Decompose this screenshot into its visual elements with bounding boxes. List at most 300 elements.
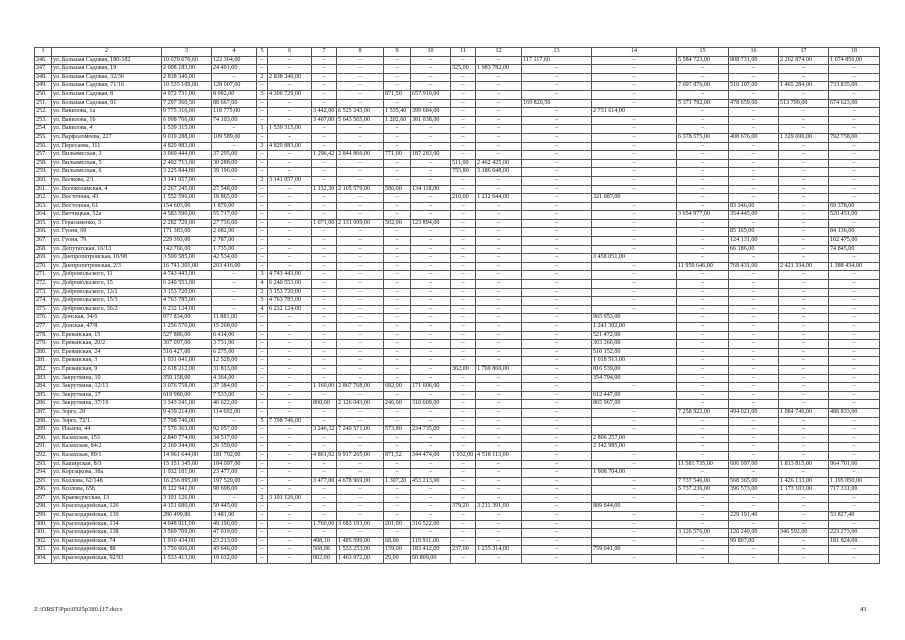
value-cell: –: [212, 271, 257, 280]
value-cell: –: [451, 469, 476, 478]
row-number-cell: 304.: [35, 555, 52, 564]
value-cell: 4 048 911,00: [162, 520, 212, 529]
value-cell: 511,00: [451, 159, 476, 168]
value-cell: 3 069 444,00: [162, 151, 212, 160]
value-cell: –: [312, 486, 337, 495]
value-cell: 902,00: [312, 555, 337, 564]
row-number-cell: 279.: [35, 340, 52, 349]
value-cell: –: [451, 426, 476, 435]
value-cell: 755,80: [451, 168, 476, 177]
address-cell: ул. Закруткина, 17: [52, 391, 162, 400]
value-cell: –: [257, 237, 268, 246]
value-cell: –: [729, 288, 779, 297]
value-cell: –: [677, 434, 729, 443]
value-cell: 871,52: [384, 451, 411, 460]
footer-file-path: Z:\ORST\Ppo\0525p380.f17.docx: [34, 606, 123, 613]
value-cell: –: [257, 228, 268, 237]
table-row: [35, 408, 880, 417]
value-cell: 3 442,00: [312, 108, 337, 117]
address-cell: ул. Закруткина, 10: [52, 374, 162, 383]
value-cell: –: [779, 434, 829, 443]
value-cell: –: [337, 503, 384, 512]
value-cell: –: [411, 494, 451, 503]
value-cell: –: [522, 503, 592, 512]
row-number-cell: 258.: [35, 159, 52, 168]
row-number-cell: 269.: [35, 254, 52, 263]
row-number-cell: 300.: [35, 520, 52, 529]
address-cell: ул. Добровольского, 15: [52, 280, 162, 289]
value-cell: –: [268, 434, 312, 443]
row-number-cell: 271.: [35, 271, 52, 280]
value-cell: –: [411, 176, 451, 185]
row-number-cell: 282.: [35, 365, 52, 374]
value-cell: –: [729, 555, 779, 564]
table-row: [35, 219, 880, 228]
value-cell: –: [522, 520, 592, 529]
value-cell: –: [257, 383, 268, 392]
value-cell: –: [476, 228, 522, 237]
value-cell: 4 829 883,00: [162, 142, 212, 151]
value-cell: –: [522, 546, 592, 555]
value-cell: –: [257, 357, 268, 366]
value-cell: 1 018 513,00: [592, 357, 677, 366]
value-cell: 619 980,00: [162, 391, 212, 400]
value-cell: –: [384, 434, 411, 443]
value-cell: 159,00: [384, 546, 411, 555]
value-cell: –: [522, 391, 592, 400]
value-cell: –: [592, 125, 677, 134]
value-cell: –: [522, 245, 592, 254]
value-cell: –: [592, 383, 677, 392]
value-cell: –: [522, 151, 592, 160]
value-cell: –: [337, 90, 384, 99]
value-cell: –: [729, 314, 779, 323]
value-cell: –: [829, 219, 880, 228]
value-cell: –: [829, 520, 880, 529]
value-cell: –: [337, 254, 384, 263]
value-cell: –: [337, 374, 384, 383]
value-cell: –: [257, 323, 268, 332]
value-cell: –: [829, 159, 880, 168]
value-cell: 478 659,00: [729, 99, 779, 108]
value-cell: 1 465 284,00: [779, 82, 829, 91]
address-cell: ул. Краснодарейская, 88: [52, 546, 162, 555]
row-number-cell: 292.: [35, 451, 52, 460]
value-cell: –: [257, 219, 268, 228]
value-cell: –: [411, 529, 451, 538]
address-cell: ул. Козлова, 65б: [52, 486, 162, 495]
value-cell: 102 475,00: [829, 237, 880, 246]
address-cell: ул. Большая Садовая, 180-182: [52, 56, 162, 65]
value-cell: –: [729, 469, 779, 478]
value-cell: –: [384, 99, 411, 108]
value-cell: –: [451, 520, 476, 529]
value-cell: 4 743 443,00: [162, 271, 212, 280]
value-cell: 4 518 113,00: [476, 451, 522, 460]
value-cell: 379,20: [451, 503, 476, 512]
value-cell: 3 569 709,00: [162, 529, 212, 538]
table-row: [35, 245, 880, 254]
row-number-cell: 276.: [35, 314, 52, 323]
value-cell: –: [476, 245, 522, 254]
value-cell: –: [257, 365, 268, 374]
value-cell: –: [451, 383, 476, 392]
value-cell: 3: [257, 90, 268, 99]
value-cell: –: [592, 228, 677, 237]
value-cell: –: [212, 288, 257, 297]
value-cell: –: [268, 159, 312, 168]
table-row: [35, 133, 880, 142]
value-cell: –: [337, 434, 384, 443]
value-cell: –: [779, 348, 829, 357]
value-cell: 2 867 768,00: [337, 383, 384, 392]
value-cell: 2 844 866,00: [337, 151, 384, 160]
value-cell: –: [829, 65, 880, 74]
value-cell: –: [312, 391, 337, 400]
value-cell: 325,00: [451, 65, 476, 74]
row-number-cell: 278.: [35, 331, 52, 340]
value-cell: –: [592, 529, 677, 538]
value-cell: –: [476, 99, 522, 108]
value-cell: 1 769 860,00: [476, 365, 522, 374]
value-cell: 7 737 546,00: [677, 477, 729, 486]
value-cell: 229 393,00: [162, 237, 212, 246]
value-cell: –: [592, 460, 677, 469]
value-cell: 1 329 690,00: [779, 133, 829, 142]
value-cell: 3 407,00: [312, 116, 337, 125]
value-cell: –: [677, 151, 729, 160]
value-cell: 1 539 315,00: [162, 125, 212, 134]
value-cell: –: [411, 245, 451, 254]
value-cell: –: [592, 73, 677, 82]
value-cell: 1 910 434,00: [162, 537, 212, 546]
value-cell: –: [476, 288, 522, 297]
value-cell: 1 241 302,00: [592, 323, 677, 332]
value-cell: 201,00: [384, 520, 411, 529]
value-cell: –: [476, 512, 522, 521]
value-cell: –: [829, 305, 880, 314]
address-cell: ул. Зорге, 20: [52, 408, 162, 417]
value-cell: –: [411, 434, 451, 443]
value-cell: –: [677, 314, 729, 323]
table-row: [35, 228, 880, 237]
value-cell: 50 445,00: [212, 503, 257, 512]
value-cell: –: [268, 331, 312, 340]
value-cell: –: [729, 159, 779, 168]
header-cell: 10: [411, 48, 451, 57]
value-cell: –: [384, 142, 411, 151]
row-number-cell: 266.: [35, 228, 52, 237]
value-cell: –: [592, 271, 677, 280]
value-cell: –: [779, 202, 829, 211]
address-cell: ул. Восточная, 43: [52, 194, 162, 203]
value-cell: –: [451, 537, 476, 546]
address-cell: ул. Днепропетровская, 2/3: [52, 262, 162, 271]
value-cell: –: [312, 125, 337, 134]
value-cell: –: [476, 133, 522, 142]
value-cell: –: [411, 348, 451, 357]
table-row: [35, 82, 880, 91]
value-cell: 24 401,00: [212, 65, 257, 74]
row-number-cell: 289.: [35, 426, 52, 435]
value-cell: –: [779, 237, 829, 246]
value-cell: –: [522, 211, 592, 220]
value-cell: –: [337, 469, 384, 478]
value-cell: –: [257, 245, 268, 254]
value-cell: –: [268, 555, 312, 564]
value-cell: 1 533 253,00: [337, 546, 384, 555]
value-cell: –: [384, 348, 411, 357]
address-cell: ул. Добровольского, 36/2: [52, 305, 162, 314]
value-cell: –: [257, 374, 268, 383]
value-cell: –: [829, 194, 880, 203]
value-cell: 354 445,00: [729, 211, 779, 220]
address-cell: ул. Козлова, 62/148: [52, 477, 162, 486]
value-cell: –: [677, 245, 729, 254]
value-cell: –: [677, 331, 729, 340]
value-cell: –: [677, 365, 729, 374]
value-cell: –: [729, 417, 779, 426]
value-cell: –: [677, 288, 729, 297]
value-cell: –: [312, 228, 337, 237]
value-cell: –: [677, 417, 729, 426]
row-number-cell: 275.: [35, 305, 52, 314]
value-cell: 234 735,00: [411, 426, 451, 435]
header-cell: 1: [35, 48, 52, 57]
value-cell: –: [312, 331, 337, 340]
value-cell: –: [384, 374, 411, 383]
value-cell: 964 701,00: [829, 460, 880, 469]
value-cell: –: [384, 408, 411, 417]
value-cell: –: [522, 400, 592, 409]
value-cell: –: [337, 323, 384, 332]
value-cell: –: [829, 323, 880, 332]
value-cell: –: [829, 546, 880, 555]
value-cell: –: [451, 374, 476, 383]
value-cell: –: [522, 73, 592, 82]
value-cell: –: [411, 142, 451, 151]
value-cell: –: [411, 254, 451, 263]
value-cell: –: [522, 202, 592, 211]
header-cell: 9: [384, 48, 411, 57]
value-cell: –: [451, 323, 476, 332]
value-cell: –: [522, 297, 592, 306]
value-cell: –: [829, 503, 880, 512]
value-cell: 520 451,00: [829, 211, 880, 220]
value-cell: –: [337, 417, 384, 426]
value-cell: –: [829, 391, 880, 400]
value-cell: 816 539,00: [592, 365, 677, 374]
value-cell: 717 331,00: [829, 486, 880, 495]
value-cell: –: [257, 56, 268, 65]
value-cell: –: [451, 460, 476, 469]
value-cell: –: [476, 82, 522, 91]
row-number-cell: 249.: [35, 82, 52, 91]
value-cell: 3 101 126,00: [268, 494, 312, 503]
value-cell: –: [257, 151, 268, 160]
value-cell: –: [212, 297, 257, 306]
value-cell: 171 383,00: [162, 228, 212, 237]
row-number-cell: 253.: [35, 116, 52, 125]
value-cell: –: [337, 142, 384, 151]
value-cell: –: [592, 185, 677, 194]
value-cell: –: [384, 503, 411, 512]
value-cell: –: [592, 451, 677, 460]
value-cell: 513 799,00: [779, 99, 829, 108]
value-cell: –: [476, 314, 522, 323]
value-cell: –: [592, 237, 677, 246]
address-cell: ул. Краснодарейская, 74: [52, 537, 162, 546]
table-row: [35, 529, 880, 538]
value-cell: –: [411, 159, 451, 168]
value-cell: 9 775 316,00: [162, 108, 212, 117]
table-row: [35, 391, 880, 400]
value-cell: 4 743 443,00: [268, 271, 312, 280]
header-cell: 17: [779, 48, 829, 57]
value-cell: –: [411, 408, 451, 417]
value-cell: 92 057,00: [212, 426, 257, 435]
value-cell: –: [411, 73, 451, 82]
value-cell: –: [257, 331, 268, 340]
table-row: [35, 99, 880, 108]
value-cell: –: [476, 56, 522, 65]
value-cell: –: [451, 314, 476, 323]
value-cell: 362,00: [451, 365, 476, 374]
value-cell: 7 697 876,00: [677, 82, 729, 91]
value-cell: 7 249 571,00: [337, 426, 384, 435]
value-cell: –: [384, 443, 411, 452]
value-cell: –: [411, 331, 451, 340]
value-cell: 5: [257, 417, 268, 426]
value-cell: –: [522, 408, 592, 417]
value-cell: –: [411, 340, 451, 349]
value-cell: –: [729, 254, 779, 263]
table-row: [35, 383, 880, 392]
value-cell: –: [411, 365, 451, 374]
value-cell: –: [729, 168, 779, 177]
table-row: [35, 159, 880, 168]
value-cell: 1 307,20: [384, 477, 411, 486]
value-cell: 1 132,30: [312, 185, 337, 194]
value-cell: –: [677, 348, 729, 357]
value-cell: 3 500 585,00: [162, 254, 212, 263]
value-cell: –: [268, 194, 312, 203]
row-number-cell: 299.: [35, 512, 52, 521]
value-cell: 1 983 782,00: [476, 65, 522, 74]
value-cell: –: [257, 469, 268, 478]
row-number-cell: 290.: [35, 434, 52, 443]
value-cell: –: [729, 185, 779, 194]
address-cell: ул. Краснодарейская, 92/93: [52, 555, 162, 564]
row-number-cell: 250.: [35, 90, 52, 99]
value-cell: 16 256 895,00: [162, 477, 212, 486]
value-cell: –: [779, 357, 829, 366]
value-cell: –: [312, 469, 337, 478]
value-cell: 6 414,00: [212, 331, 257, 340]
value-cell: –: [522, 374, 592, 383]
table-header-row: [35, 48, 880, 57]
value-cell: –: [677, 546, 729, 555]
value-cell: –: [677, 323, 729, 332]
value-cell: –: [337, 365, 384, 374]
value-cell: –: [829, 280, 880, 289]
value-cell: –: [779, 400, 829, 409]
table-row: [35, 211, 880, 220]
value-cell: –: [779, 305, 829, 314]
value-cell: –: [592, 168, 677, 177]
value-cell: –: [337, 494, 384, 503]
value-cell: 23 213,00: [212, 537, 257, 546]
table-row: [35, 125, 880, 134]
value-cell: –: [312, 503, 337, 512]
value-cell: –: [592, 245, 677, 254]
value-cell: 2 282 729,00: [162, 219, 212, 228]
row-number-cell: 264.: [35, 211, 52, 220]
value-cell: 3 343 241,00: [162, 400, 212, 409]
value-cell: –: [522, 331, 592, 340]
value-cell: –: [476, 151, 522, 160]
value-cell: 3 186 648,00: [476, 168, 522, 177]
value-cell: 4: [257, 305, 268, 314]
value-cell: 2 840 774,00: [162, 434, 212, 443]
table-row: [35, 168, 880, 177]
value-cell: –: [257, 99, 268, 108]
value-cell: –: [268, 546, 312, 555]
value-cell: –: [592, 494, 677, 503]
value-cell: –: [451, 237, 476, 246]
value-cell: –: [592, 142, 677, 151]
value-cell: –: [592, 417, 677, 426]
value-cell: 16 741 301,00: [162, 262, 212, 271]
value-cell: –: [476, 443, 522, 452]
value-cell: 1 463 972,00: [337, 555, 384, 564]
value-cell: –: [522, 168, 592, 177]
value-cell: –: [592, 90, 677, 99]
value-cell: –: [268, 262, 312, 271]
value-cell: –: [729, 65, 779, 74]
value-cell: –: [268, 65, 312, 74]
value-cell: –: [476, 520, 522, 529]
value-cell: 2: [257, 288, 268, 297]
value-cell: 4 678 969,00: [337, 477, 384, 486]
value-cell: –: [451, 494, 476, 503]
header-cell: 4: [212, 48, 257, 57]
address-cell: ул. Вильямсская, 3: [52, 151, 162, 160]
value-cell: –: [476, 211, 522, 220]
value-cell: 768 431,00: [729, 262, 779, 271]
value-cell: –: [829, 443, 880, 452]
value-cell: –: [522, 194, 592, 203]
row-number-cell: 246.: [35, 56, 52, 65]
value-cell: 68,00: [384, 537, 411, 546]
value-cell: 498,10: [312, 537, 337, 546]
header-cell: 6: [268, 48, 312, 57]
value-cell: 98 698,00: [212, 486, 257, 495]
value-cell: –: [522, 314, 592, 323]
value-cell: 354 794,00: [592, 374, 677, 383]
value-cell: –: [411, 297, 451, 306]
value-cell: –: [522, 65, 592, 74]
row-number-cell: 257.: [35, 151, 52, 160]
value-cell: –: [677, 374, 729, 383]
row-number-cell: 272.: [35, 280, 52, 289]
value-cell: –: [677, 219, 729, 228]
value-cell: –: [268, 537, 312, 546]
value-cell: –: [451, 477, 476, 486]
value-cell: –: [476, 108, 522, 117]
value-cell: –: [829, 90, 880, 99]
value-cell: –: [729, 297, 779, 306]
